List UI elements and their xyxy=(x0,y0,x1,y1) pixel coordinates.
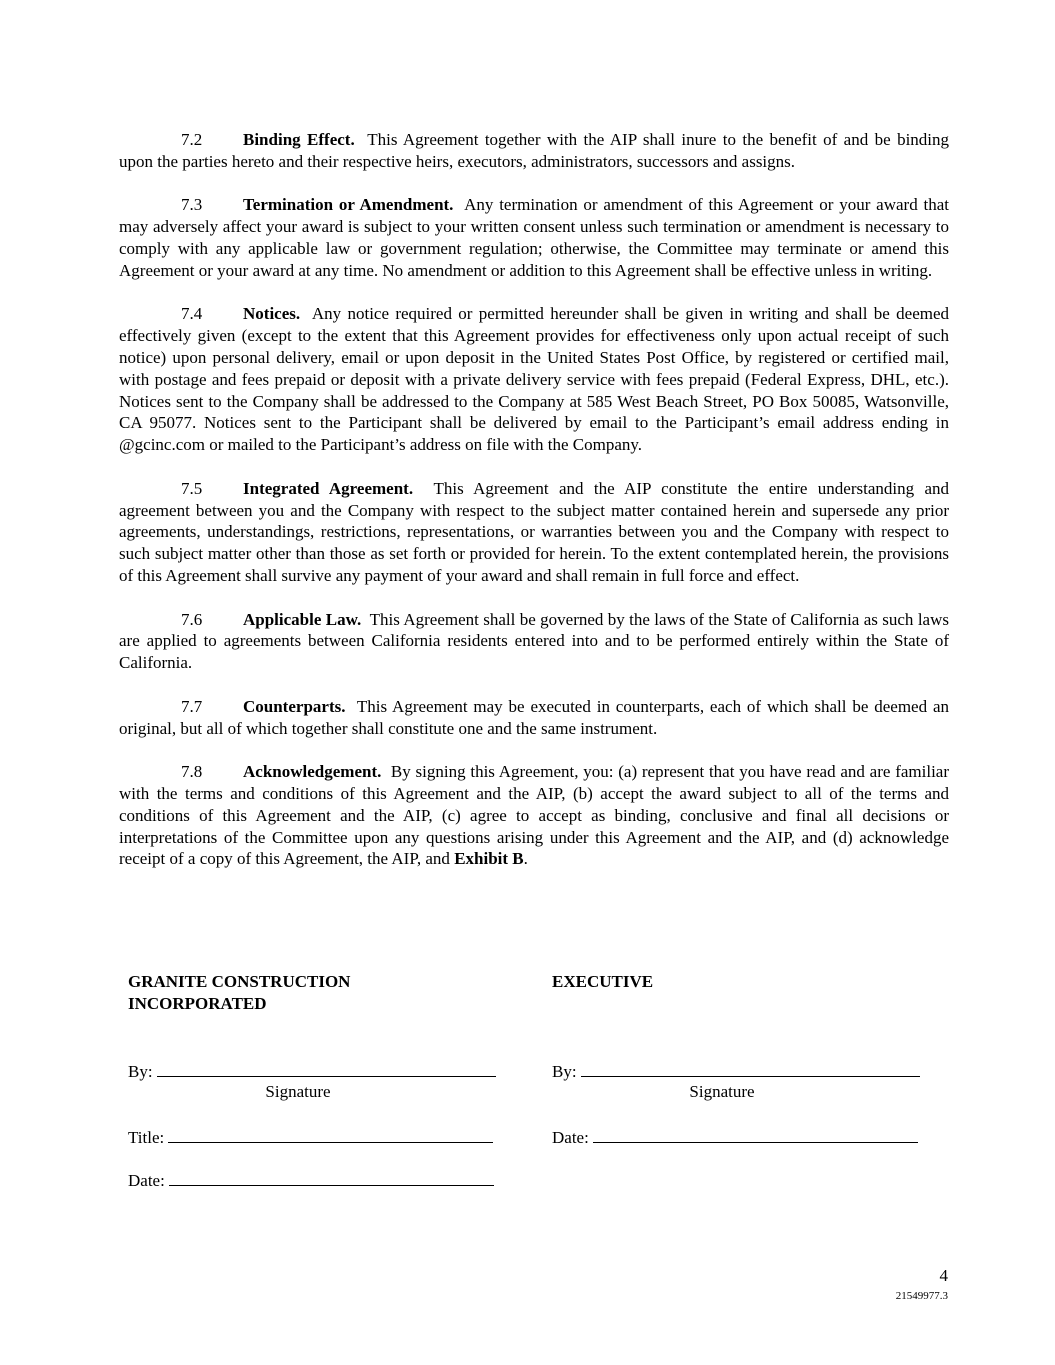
section-heading: Notices. xyxy=(243,304,301,324)
company-date-line[interactable] xyxy=(169,1168,494,1186)
company-signature-column xyxy=(128,971,508,1190)
section-7-3 xyxy=(119,194,949,281)
section-heading: Counterparts. xyxy=(243,696,346,716)
section-heading: Applicable Law. xyxy=(243,609,362,629)
section-number: 7.8 xyxy=(181,762,203,782)
section-text: Any termination or amendment of this Agreement or your award that may adversely affect your award is subject to your written consent unless such termination or amendment is necessary to comply with any applicable law or government regulation; otherwise, the Committee may terminate or amend this Agreement or your award at any time. No amendment or addition to this Agreement shall be effective unless in writing. xyxy=(119,195,949,280)
section-number: 7.4 xyxy=(181,304,203,324)
executive-date-line[interactable] xyxy=(593,1125,918,1143)
company-by-row xyxy=(128,1059,496,1083)
section-7-4 xyxy=(119,303,949,456)
agreement-body xyxy=(119,129,949,892)
executive-signature-column xyxy=(552,971,932,1147)
company-title-line[interactable] xyxy=(168,1125,493,1143)
section-heading: Acknowledgement. xyxy=(243,762,382,782)
page-number: 4 xyxy=(939,1266,948,1285)
signature-caption: Signature xyxy=(265,1082,331,1101)
document-id: 21549977.3 xyxy=(895,1290,948,1302)
title-label: Title: xyxy=(128,1128,165,1147)
section-7-8 xyxy=(119,761,949,870)
section-text: Any notice required or permitted hereunder shall be given in writing and shall be deemed effectively given (except to the extent that this Agreement provides for effectiveness only upon actual receipt of such notice) upon personal delivery, email or upon deposit in the United States Post Office, by registered or certified mail, with postage and fees prepaid or deposit with a private delivery service with fees prepaid (Federal Express, DHL, etc.). Notices sent to the Company shall be addressed to the Company at 585 West Beach Street, PO Box 50085, Watsonville, CA 95077. Notices sent to the Participant shall be delivered by email to the Participant’s email address ending in @gcinc.com or mailed to the Participant’s address on file with the Company. xyxy=(119,304,950,455)
section-heading: Binding Effect. xyxy=(243,130,355,149)
section-heading: Termination or Amendment. xyxy=(243,195,454,215)
date-label: Date: xyxy=(128,1171,165,1190)
section-number: 7.6 xyxy=(181,609,203,629)
signature-block xyxy=(128,971,928,1201)
by-label: By: xyxy=(128,1062,153,1081)
section-7-6 xyxy=(119,609,949,674)
company-signature-line[interactable] xyxy=(157,1059,496,1077)
section-number: 7.3 xyxy=(181,195,203,215)
company-title-row xyxy=(128,1125,493,1149)
company-date-row xyxy=(128,1168,494,1192)
section-7-5 xyxy=(119,478,949,587)
section-text: This Agreement and the AIP constitute the entire understanding and agreement between you and the Company with respect to the subject matter contained herein and supersede any prior agreements, understandings, restrictions, representations, or warranties between you and the Company with respect to such subject matter other than those as set forth or provided for herein. To the extent contemplated herein, the provisions of this Agreement shall survive any payment of your award and shall remain in full force and effect. xyxy=(119,478,949,585)
section-7-7 xyxy=(119,696,949,740)
section-text: This Agreement shall be governed by the laws of the State of California as such laws are applied to agreements between California residents entered into and to be performed entirely within the State of California. xyxy=(119,609,949,673)
exhibit-reference: Exhibit B xyxy=(454,849,524,869)
section-number: 7.7 xyxy=(181,696,203,716)
section-text: By signing this Agreement, you: (a) represent that you have read and are familiar with the terms and conditions of this Agreement and the AIP, (b) accept the award subject to all of the terms and conditions of this Agreement and the AIP, (c) agree to accept as binding, conclusive and final all decisions or interpretations of the Committee upon any questions arising under this Agreement and the AIP, and (d) acknowledge receipt of a copy of this Agreement, the AIP, and xyxy=(119,762,950,869)
executive-signature-line[interactable] xyxy=(581,1059,920,1077)
section-heading: Integrated Agreement. xyxy=(243,478,414,498)
executive-by-row xyxy=(552,1059,920,1083)
signature-caption: Signature xyxy=(689,1082,755,1101)
company-name-line2: INCORPORATED xyxy=(128,993,267,1013)
company-name-line1: GRANITE CONSTRUCTION xyxy=(128,972,351,991)
section-7-2 xyxy=(119,129,949,173)
section-text: This Agreement may be executed in counterparts, each of which shall be deemed an original, but all of which together shall constitute one and the same instrument. xyxy=(119,696,949,738)
executive-date-row xyxy=(552,1125,918,1149)
executive-label: EXECUTIVE xyxy=(552,972,654,991)
sentence-end: . xyxy=(523,849,528,869)
section-number: 7.5 xyxy=(181,478,203,498)
section-number: 7.2 xyxy=(181,130,203,149)
date-label: Date: xyxy=(552,1128,589,1147)
section-text: This Agreement together with the AIP shall inure to the benefit of and be binding upon the parties hereto and their respective heirs, executors, administrators, successors and assigns. xyxy=(119,130,950,171)
by-label: By: xyxy=(552,1062,577,1081)
